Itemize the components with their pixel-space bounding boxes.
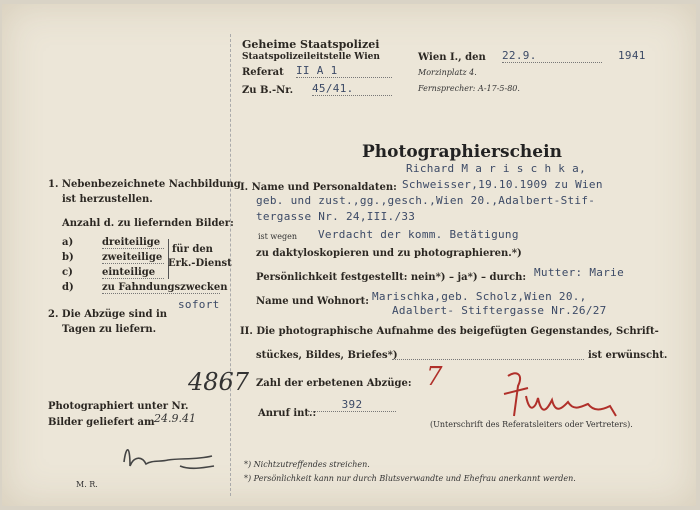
option-c-label: einteilige bbox=[102, 267, 164, 279]
reason-value: Verdacht der komm. Betätigung bbox=[318, 228, 519, 241]
left-item1-line2: ist herzustellen. bbox=[62, 194, 153, 205]
option-b-letter: b) bbox=[62, 252, 74, 263]
personal-data-label: I. Name und Personaldaten: bbox=[240, 182, 397, 193]
footnote-2: *) Persönlichkeit kann nur durch Blutsverwandte und Ehefrau anerkannt werden. bbox=[244, 474, 576, 483]
left-signature bbox=[120, 436, 220, 480]
office-name: Staatspolizeileitstelle Wien bbox=[242, 52, 380, 62]
place-label: Wien I., den bbox=[418, 52, 486, 63]
identity-value: Mutter: Marie bbox=[534, 266, 624, 279]
date-value: 22.9. bbox=[502, 49, 602, 63]
option-a-label: dreiteilige bbox=[102, 237, 164, 249]
residence-label: Name und Wohnort: bbox=[256, 296, 369, 307]
footnote-1: *) Nichtzutreffendes streichen. bbox=[244, 460, 370, 469]
delivered-label: Bilder geliefert am bbox=[48, 417, 155, 428]
delivered-date: 24.9.41 bbox=[154, 412, 196, 425]
office-phone: Fernsprecher: A-17-5-80. bbox=[418, 84, 520, 93]
option-b-label: zweiteilige bbox=[102, 252, 163, 263]
identity-label: Persönlichkeit festgestellt: nein*) – ja*) – durch: bbox=[256, 272, 527, 283]
left-item2-line2: Tagen zu liefern. bbox=[62, 324, 157, 335]
bracket-line1: für den bbox=[172, 244, 213, 255]
item2-line1: II. Die photographische Aufnahme des beigefügten Gegenstandes, Schrift- bbox=[240, 326, 659, 337]
call-value: 392 bbox=[308, 398, 396, 412]
call-label: Anruf int.: bbox=[258, 408, 317, 419]
footer-initials: M. R. bbox=[76, 480, 98, 489]
photographed-label: Photographiert unter Nr. bbox=[48, 401, 189, 412]
option-a-letter: a) bbox=[62, 237, 74, 248]
referat-value: II A 1 bbox=[296, 64, 392, 78]
form-sheet bbox=[2, 4, 696, 506]
copies-label: Zahl der erbetenen Abzüge: bbox=[256, 378, 412, 389]
copies-value: 7 bbox=[426, 362, 443, 392]
left-item1-line1: 1. Nebenbezeichnete Nachbildung bbox=[48, 179, 241, 190]
option-d-label: zu Fahndungszwecken bbox=[102, 282, 228, 293]
personal-data-line3: tergasse Nr. 24,III./33 bbox=[256, 210, 416, 223]
reason-label: ist wegen bbox=[258, 232, 298, 241]
delivery-days: sofort bbox=[178, 298, 220, 311]
referat-label: Referat bbox=[242, 67, 284, 78]
office-address: Morzinplatz 4. bbox=[418, 68, 477, 77]
option-d-letter: d) bbox=[62, 282, 74, 293]
left-item2-line1: 2. Die Abzüge sind in bbox=[48, 309, 168, 320]
bnr-label: Zu B.-Nr. bbox=[242, 85, 294, 96]
signature-caption: (Unterschrift des Referatsleiters oder Vertreters). bbox=[430, 420, 633, 429]
residence-line1: Marischka,geb. Scholz,Wien 20., bbox=[372, 290, 587, 303]
personal-data-line1: Schweisser,19.10.1909 zu Wien bbox=[402, 178, 603, 191]
year-value: 1941 bbox=[618, 49, 646, 62]
person-name: Richard M a r i s c h k a, bbox=[406, 162, 586, 175]
item2-line2a: stückes, Bildes, Briefes*) bbox=[256, 350, 398, 361]
bnr-value: 45/41. bbox=[312, 82, 392, 96]
form-title: Photographierschein bbox=[362, 142, 562, 162]
reason-line2: zu daktyloskopieren und zu photographieren.*) bbox=[256, 248, 522, 259]
item2-blank bbox=[392, 359, 584, 360]
red-signature bbox=[498, 366, 628, 428]
residence-line2: Adalbert- Stiftergasse Nr.26/27 bbox=[392, 304, 607, 317]
org-name: Geheime Staatspolizei bbox=[242, 38, 380, 51]
option-c-letter: c) bbox=[62, 267, 73, 278]
personal-data-line2: geb. und zust.,gg.,gesch.,Wien 20.,Adalbert-Stif- bbox=[256, 194, 596, 207]
bracket-line2: Erk.-Dienst bbox=[168, 258, 232, 269]
photographed-number: 4867 bbox=[188, 368, 250, 396]
count-label: Anzahl d. zu liefernden Bilder: bbox=[62, 218, 234, 229]
item2-line2b: ist erwünscht. bbox=[588, 350, 668, 361]
